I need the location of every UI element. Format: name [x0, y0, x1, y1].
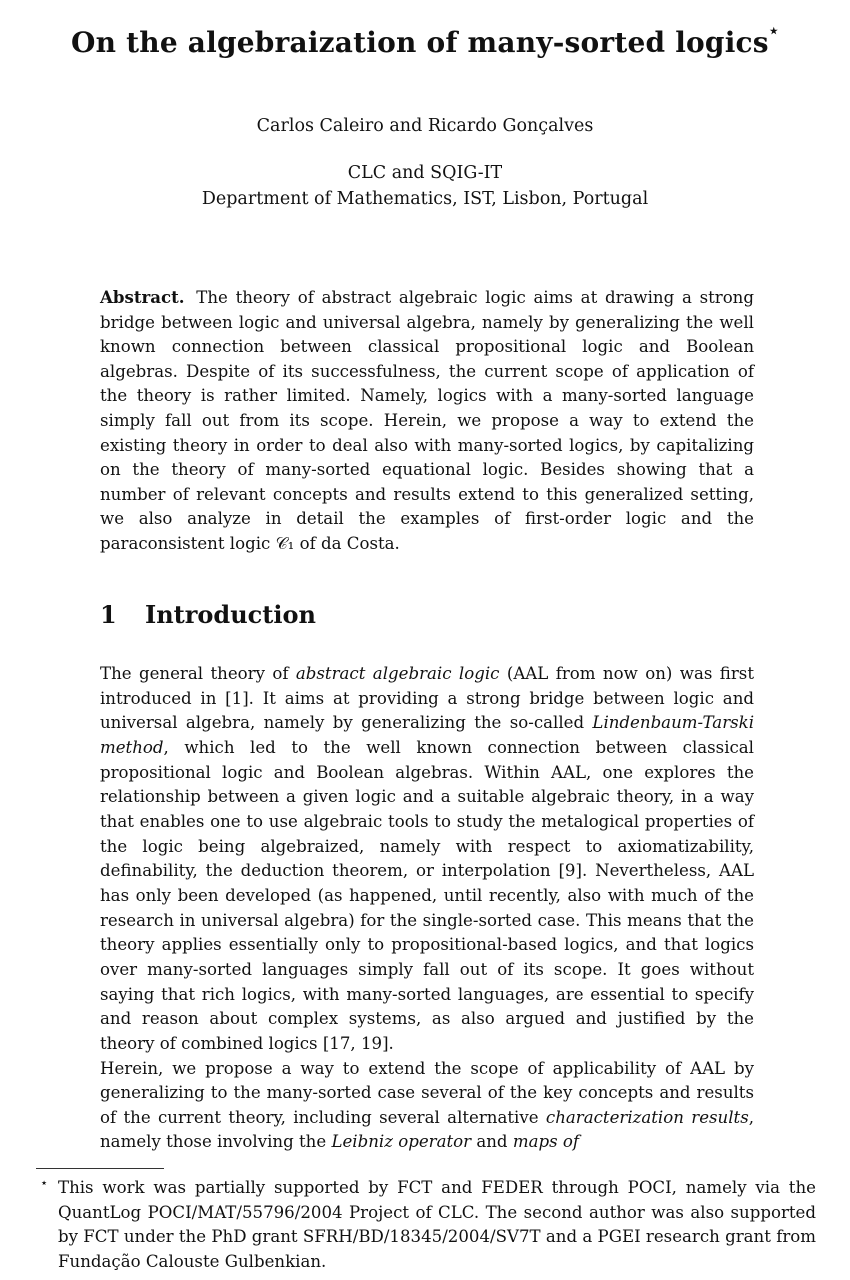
text-run: , namely those involving the: [100, 1107, 754, 1152]
abstract-text: The theory of abstract algebraic logic aims at drawing a strong bridge between logic and universal algebra, namely by generalizing the well known connection between classical propositional logic and Boolean algebras. Despite of its successfulness, the current scope of application of the theory is rather limited. Namely, logics with a many-sorted language simply fall out from its scope. Herein, we propose a way to extend the existing theory in order to deal also with many-sorted logics, by capitalizing on the theory of many-sorted equational logic. Besides showing that a number of relevant concepts and results extend to this generalized setting, we also analyze in detail the examples of first-order logic and the paraconsistent logic 𝒞₁ of da Costa.: [100, 288, 754, 553]
emphasis: characterization results: [545, 1107, 749, 1127]
text-run: , which led to the well known connection between classical propositional logic and Boolean algebras. Within AAL, one explores the relationship between a given logic and a suitable algebraic theory, in a way that enables one to use algebraic tools to study the metalogical properties of the logic being algebraized, namely with respect to axiomatizability, definability, the deduction theorem, or interpolation [9]. Nevertheless, AAL has only been developed (as happened, until recently, also with much of the research in universal algebra) for the single-sorted case. This means that the theory applies essentially only to propositional-based logics, and that logics over many-sorted languages simply fall out of its scope. It goes without saying that rich logics, with many-sorted languages, are essential to specify and reason about complex systems, as also argued and justified by the theory of combined logics [17, 19].: [100, 737, 754, 1053]
author-list: Carlos Caleiro and Ricardo Gonçalves: [256, 116, 594, 136]
text-run: and: [471, 1132, 513, 1152]
footnote-mark: ⋆: [40, 1176, 49, 1191]
emphasis: maps of: [512, 1132, 580, 1152]
abstract-label: Abstract.: [100, 287, 185, 307]
affiliation-group: CLC and SQIG-IT: [347, 163, 503, 183]
affiliation-department: Department of Mathematics, IST, Lisbon, Portugal: [201, 189, 649, 209]
emphasis: abstract algebraic logic: [295, 664, 500, 683]
footnote-rule: [36, 1168, 164, 1169]
paper-title: [0, 20, 850, 59]
emphasis: Lindenbaum-Tarski method: [100, 713, 754, 757]
text-run: The general theory of: [100, 664, 296, 683]
footnote: This work was partially supported by FCT and FEDER through POCI, namely via the QuantLog POCI/MAT/55796/2004 Project of CLC. The second author was also supported by FCT under the PhD grant SFRH/BD/18345/2004/SV7T and a PGEI research grant from Fundação Calouste Gulbenkian.: [58, 1178, 816, 1271]
text-run: Herein, we propose a way to extend the scope of applicability of AAL by generalizing to the many-sorted case several of the key concepts and results of the current theory, including several alternative: [100, 1058, 754, 1127]
abstract: [100, 285, 754, 557]
title-footnote-mark: ⋆: [768, 20, 779, 40]
paragraph-1: [100, 662, 754, 1057]
section-number: 1: [100, 600, 117, 629]
emphasis: Leibniz operator: [331, 1132, 472, 1152]
section-heading: [100, 600, 316, 629]
paragraph-2: [100, 1057, 754, 1156]
section-title: Introduction: [145, 600, 316, 629]
title-text: On the algebraization of many-sorted logics: [71, 26, 769, 59]
introduction-body: [100, 662, 754, 1155]
text-run: (AAL from now on) was first introduced in [1]. It aims at providing a strong bridge between logic and universal algebra, namely by generalizing the so-called: [100, 664, 754, 733]
